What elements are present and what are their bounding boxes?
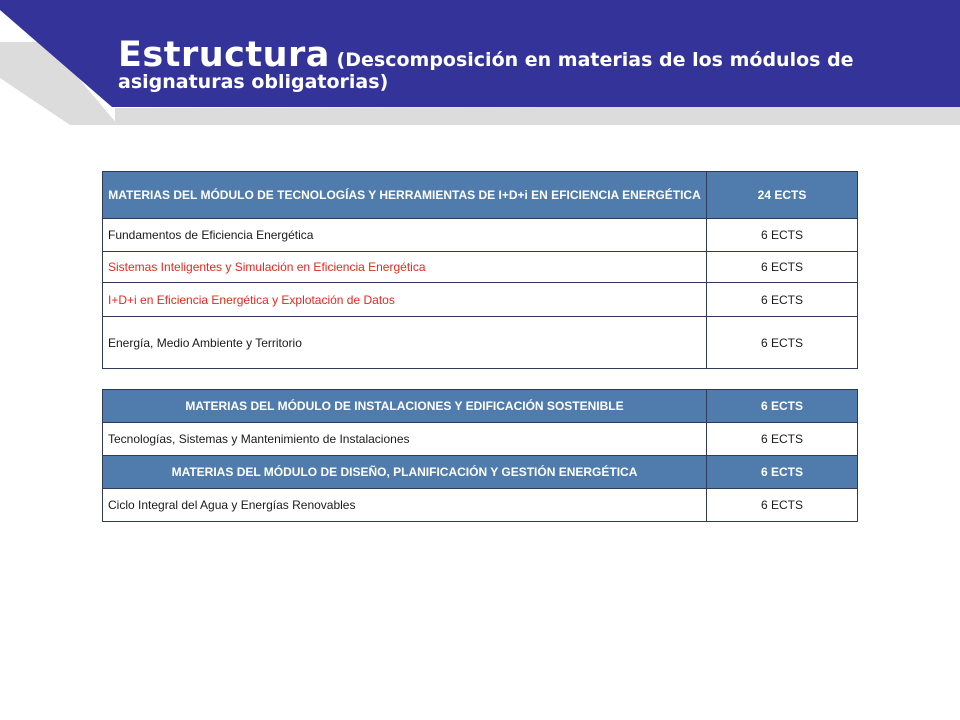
table-row	[103, 423, 858, 456]
subject-name: Fundamentos de Eficiencia Energética	[103, 219, 707, 252]
table-row	[103, 219, 858, 252]
subject-ects: 6 ECTS	[707, 489, 858, 522]
module-title: MATERIAS DEL MÓDULO DE INSTALACIONES Y EDIFICACIÓN SOSTENIBLE	[103, 390, 707, 423]
table-row	[103, 252, 858, 283]
table-header-row	[103, 456, 858, 489]
table-header-row	[103, 172, 858, 219]
module-table-tecnologias	[102, 171, 858, 369]
module-ects: 6 ECTS	[707, 390, 858, 423]
subject-ects: 6 ECTS	[707, 283, 858, 317]
module-ects: 24 ECTS	[707, 172, 858, 219]
module-title: MATERIAS DEL MÓDULO DE DISEÑO, PLANIFICACIÓN Y GESTIÓN ENERGÉTICA	[103, 456, 707, 489]
slide-title	[118, 35, 898, 93]
subject-ects: 6 ECTS	[707, 219, 858, 252]
subject-ects: 6 ECTS	[707, 317, 858, 369]
table-row	[103, 489, 858, 522]
subject-name: Sistemas Inteligentes y Simulación en Eficiencia Energética	[103, 252, 707, 283]
table-row	[103, 317, 858, 369]
slide-title-main: Estructura	[118, 35, 330, 75]
subject-ects: 6 ECTS	[707, 252, 858, 283]
subject-name: I+D+i en Eficiencia Energética y Explotación de Datos	[103, 283, 707, 317]
slide-title-subtitle: (Descomposición en materias de los módulos de asignaturas obligatorias)	[118, 49, 854, 93]
module-table-instalaciones	[102, 389, 858, 522]
subject-name: Energía, Medio Ambiente y Territorio	[103, 317, 707, 369]
table-row	[103, 283, 858, 317]
subject-name: Tecnologías, Sistemas y Mantenimiento de Instalaciones	[103, 423, 707, 456]
module-title: MATERIAS DEL MÓDULO DE TECNOLOGÍAS Y HERRAMIENTAS DE I+D+i EN EFICIENCIA ENERGÉTICA	[103, 172, 707, 219]
subject-ects: 6 ECTS	[707, 423, 858, 456]
module-ects: 6 ECTS	[707, 456, 858, 489]
subject-name: Ciclo Integral del Agua y Energías Renovables	[103, 489, 707, 522]
table-header-row	[103, 390, 858, 423]
banner-underline	[115, 106, 960, 125]
